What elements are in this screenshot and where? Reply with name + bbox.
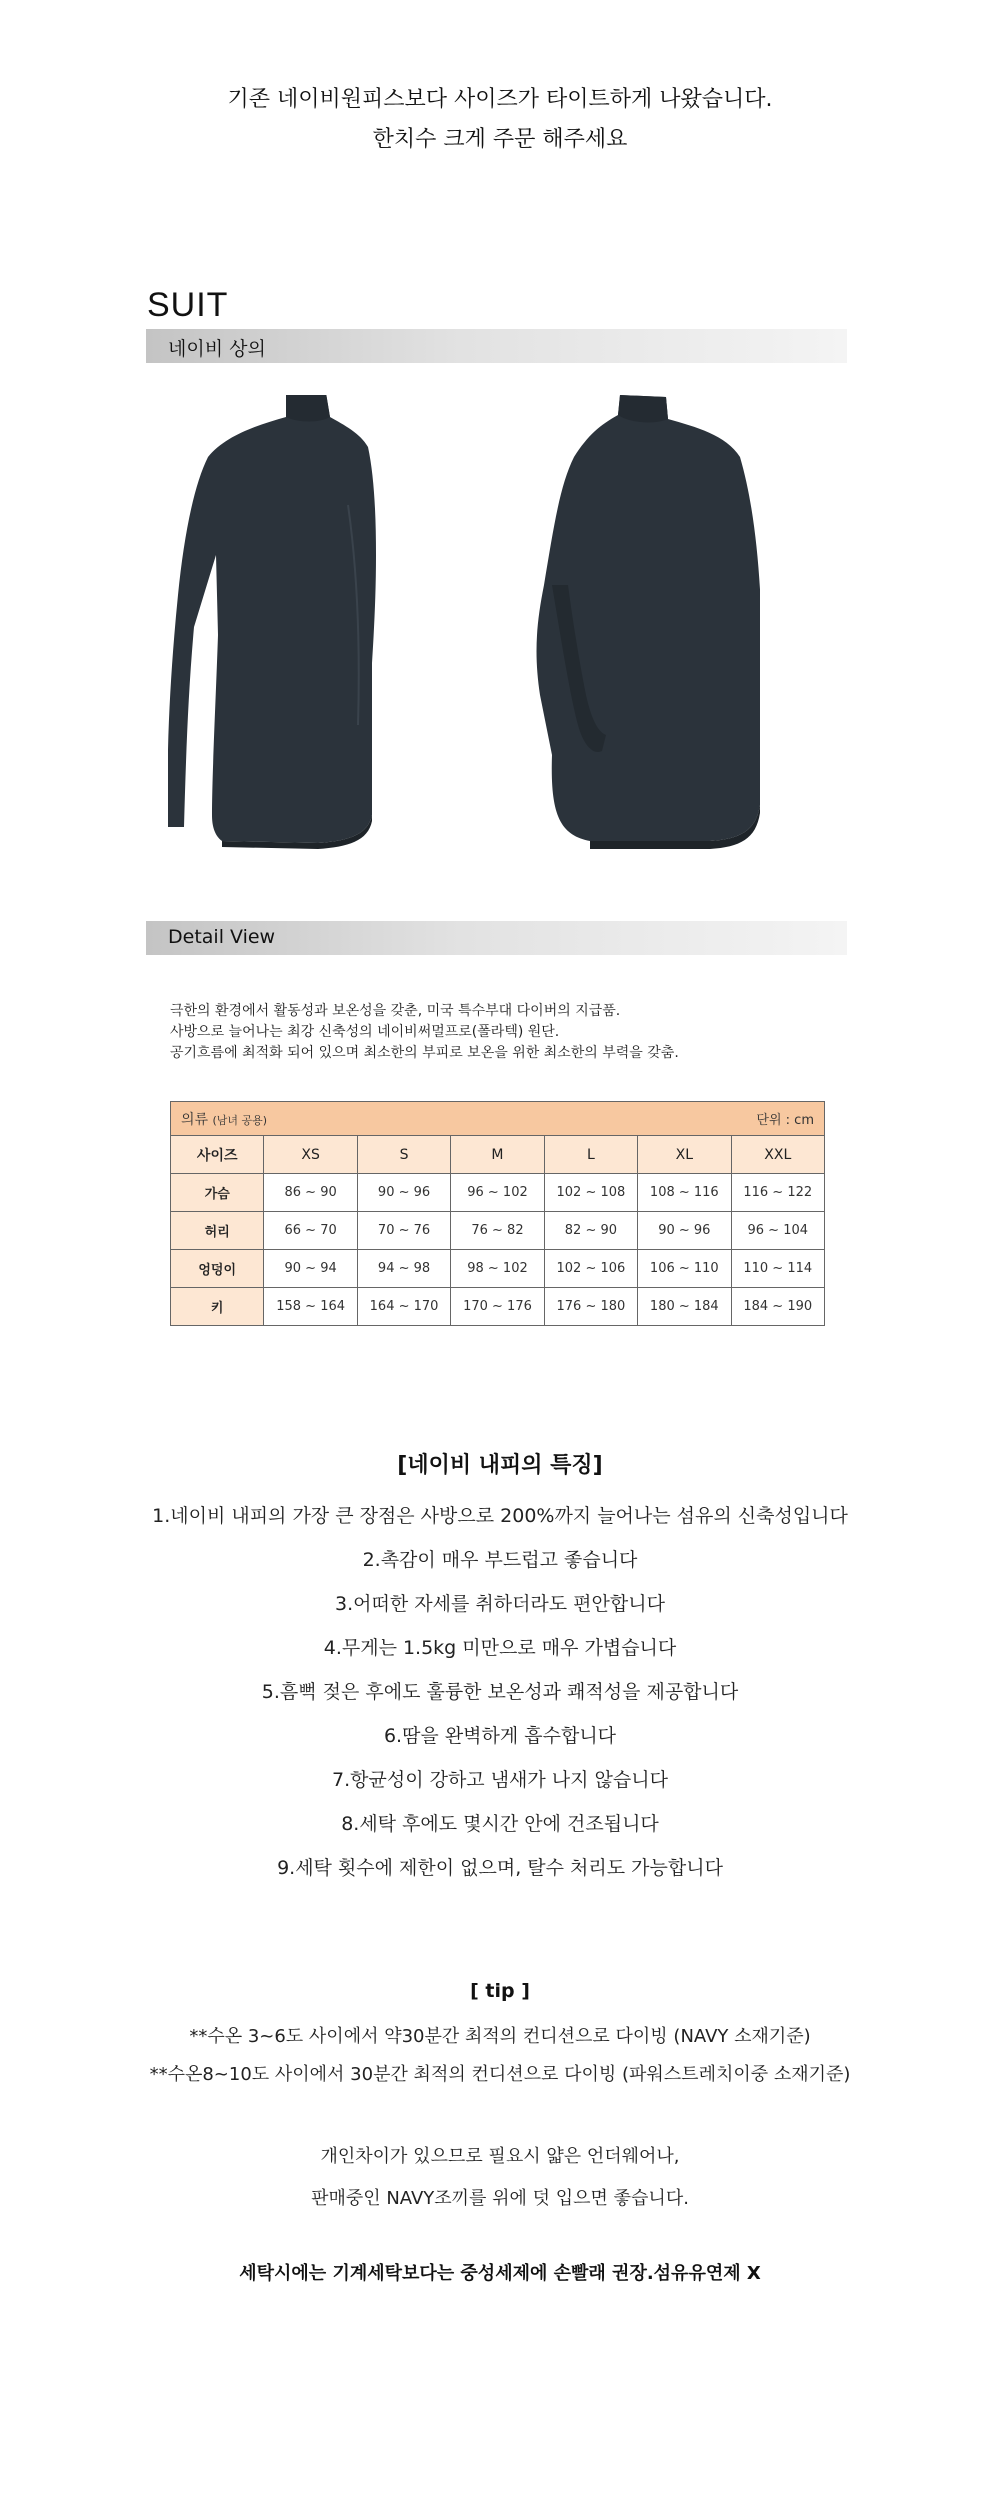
table-cell: 106 ~ 110 [638, 1250, 731, 1288]
size-header-label: 사이즈 [171, 1136, 264, 1174]
row-label: 엉덩이 [171, 1250, 264, 1288]
table-cell: 102 ~ 106 [544, 1250, 637, 1288]
description-line: 사방으로 늘어나는 최강 신축성의 네이비써멀프로(폴라텍) 원단. [170, 1024, 560, 1040]
feature-item: 8.세탁 후에도 몇시간 안에 건조됩니다 [341, 1813, 659, 1835]
size-table-title: 의류 [181, 1111, 209, 1128]
product-title: SUIT [147, 286, 229, 324]
size-col-header: XL [638, 1136, 731, 1174]
size-col-header: XS [264, 1136, 357, 1174]
feature-item: 3.어떠한 자세를 취하더라도 편안합니다 [335, 1593, 665, 1615]
features-title: [네이비 내피의 특징] [397, 1453, 603, 1478]
table-row [171, 1174, 825, 1212]
section-header-top-label: 네이비 상의 [168, 338, 266, 360]
size-col-header: S [357, 1136, 450, 1174]
table-cell: 94 ~ 98 [357, 1250, 450, 1288]
feature-item: 6.땀을 완벽하게 흡수합니다 [383, 1725, 617, 1747]
garment-back-image [500, 395, 760, 865]
table-cell: 90 ~ 96 [357, 1174, 450, 1212]
size-notice-line1: 기존 네이비원피스보다 사이즈가 타이트하게 나왔습니다. [227, 87, 773, 112]
feature-item: 1.네이비 내피의 가장 큰 장점은 사방으로 200%까지 늘어나는 섬유의 신축성입니다 [152, 1505, 848, 1527]
table-cell: 90 ~ 94 [264, 1250, 357, 1288]
feature-item: 7.항균성이 강하고 냄새가 나지 않습니다 [332, 1769, 668, 1791]
row-label: 가슴 [171, 1174, 264, 1212]
table-cell: 82 ~ 90 [544, 1212, 637, 1250]
row-label: 허리 [171, 1212, 264, 1250]
table-cell: 66 ~ 70 [264, 1212, 357, 1250]
size-table-unit: 단위 : cm [756, 1112, 814, 1128]
description-line: 극한의 환경에서 활동성과 보온성을 갖춘, 미국 특수부대 다이버의 지급품. [170, 1003, 621, 1019]
size-notice-line2: 한치수 크게 주문 해주세요 [372, 127, 628, 152]
size-chart [170, 1101, 825, 1326]
tip-line: **수온8~10도 사이에서 30분간 최적의 컨디션으로 다이빙 (파워스트레치이중 소재기준) [149, 2064, 851, 2085]
size-header-row [171, 1136, 825, 1174]
table-cell: 96 ~ 104 [731, 1212, 824, 1250]
tip-line: **수온 3~6도 사이에서 약30분간 최적의 컨디션으로 다이빙 (NAVY 소재기준) [189, 2026, 811, 2047]
size-table [170, 1101, 825, 1326]
garment-front-body [168, 395, 376, 843]
tip-title: [ tip ] [470, 1980, 530, 2002]
table-cell: 110 ~ 114 [731, 1250, 824, 1288]
table-cell: 86 ~ 90 [264, 1174, 357, 1212]
size-table-subtitle: (남녀 공용) [212, 1113, 268, 1127]
size-table-title-row [171, 1102, 825, 1136]
section-header-detail-label: Detail View [168, 926, 276, 948]
size-col-header: M [451, 1136, 544, 1174]
feature-item: 9.세탁 횟수에 제한이 없으며, 탈수 처리도 가능합니다 [277, 1857, 723, 1879]
table-cell: 116 ~ 122 [731, 1174, 824, 1212]
description-line: 공기흐름에 최적화 되어 있으며 최소한의 부피로 보온을 위한 최소한의 부력을 갖춤. [170, 1045, 679, 1061]
table-cell: 76 ~ 82 [451, 1212, 544, 1250]
section-header-top [146, 329, 847, 363]
table-cell: 102 ~ 108 [544, 1174, 637, 1212]
table-cell: 98 ~ 102 [451, 1250, 544, 1288]
wash-instruction: 세탁시에는 기계세탁보다는 중성세제에 손빨래 권장.섬유유연제 X [239, 2263, 761, 2284]
table-cell: 108 ~ 116 [638, 1174, 731, 1212]
table-cell: 164 ~ 170 [357, 1288, 450, 1326]
size-col-header: XXL [731, 1136, 824, 1174]
feature-item: 4.무게는 1.5kg 미만으로 매우 가볍습니다 [323, 1637, 677, 1659]
note-line: 판매중인 NAVY조끼를 위에 덧 입으면 좋습니다. [311, 2188, 689, 2209]
feature-item: 2.촉감이 매우 부드럽고 좋습니다 [362, 1549, 638, 1571]
table-cell: 158 ~ 164 [264, 1288, 357, 1326]
table-cell: 180 ~ 184 [638, 1288, 731, 1326]
garment-front-image [168, 395, 428, 865]
table-row [171, 1288, 825, 1326]
table-cell: 96 ~ 102 [451, 1174, 544, 1212]
table-cell: 70 ~ 76 [357, 1212, 450, 1250]
row-label: 키 [171, 1288, 264, 1326]
table-cell: 90 ~ 96 [638, 1212, 731, 1250]
table-row [171, 1212, 825, 1250]
size-col-header: L [544, 1136, 637, 1174]
table-cell: 176 ~ 180 [544, 1288, 637, 1326]
table-cell: 170 ~ 176 [451, 1288, 544, 1326]
table-cell: 184 ~ 190 [731, 1288, 824, 1326]
table-row [171, 1250, 825, 1288]
section-header-detail [146, 921, 847, 955]
note-line: 개인차이가 있으므로 필요시 얇은 언더웨어나, [320, 2146, 680, 2167]
feature-item: 5.흠뻑 젖은 후에도 훌륭한 보온성과 쾌적성을 제공합니다 [261, 1681, 739, 1703]
